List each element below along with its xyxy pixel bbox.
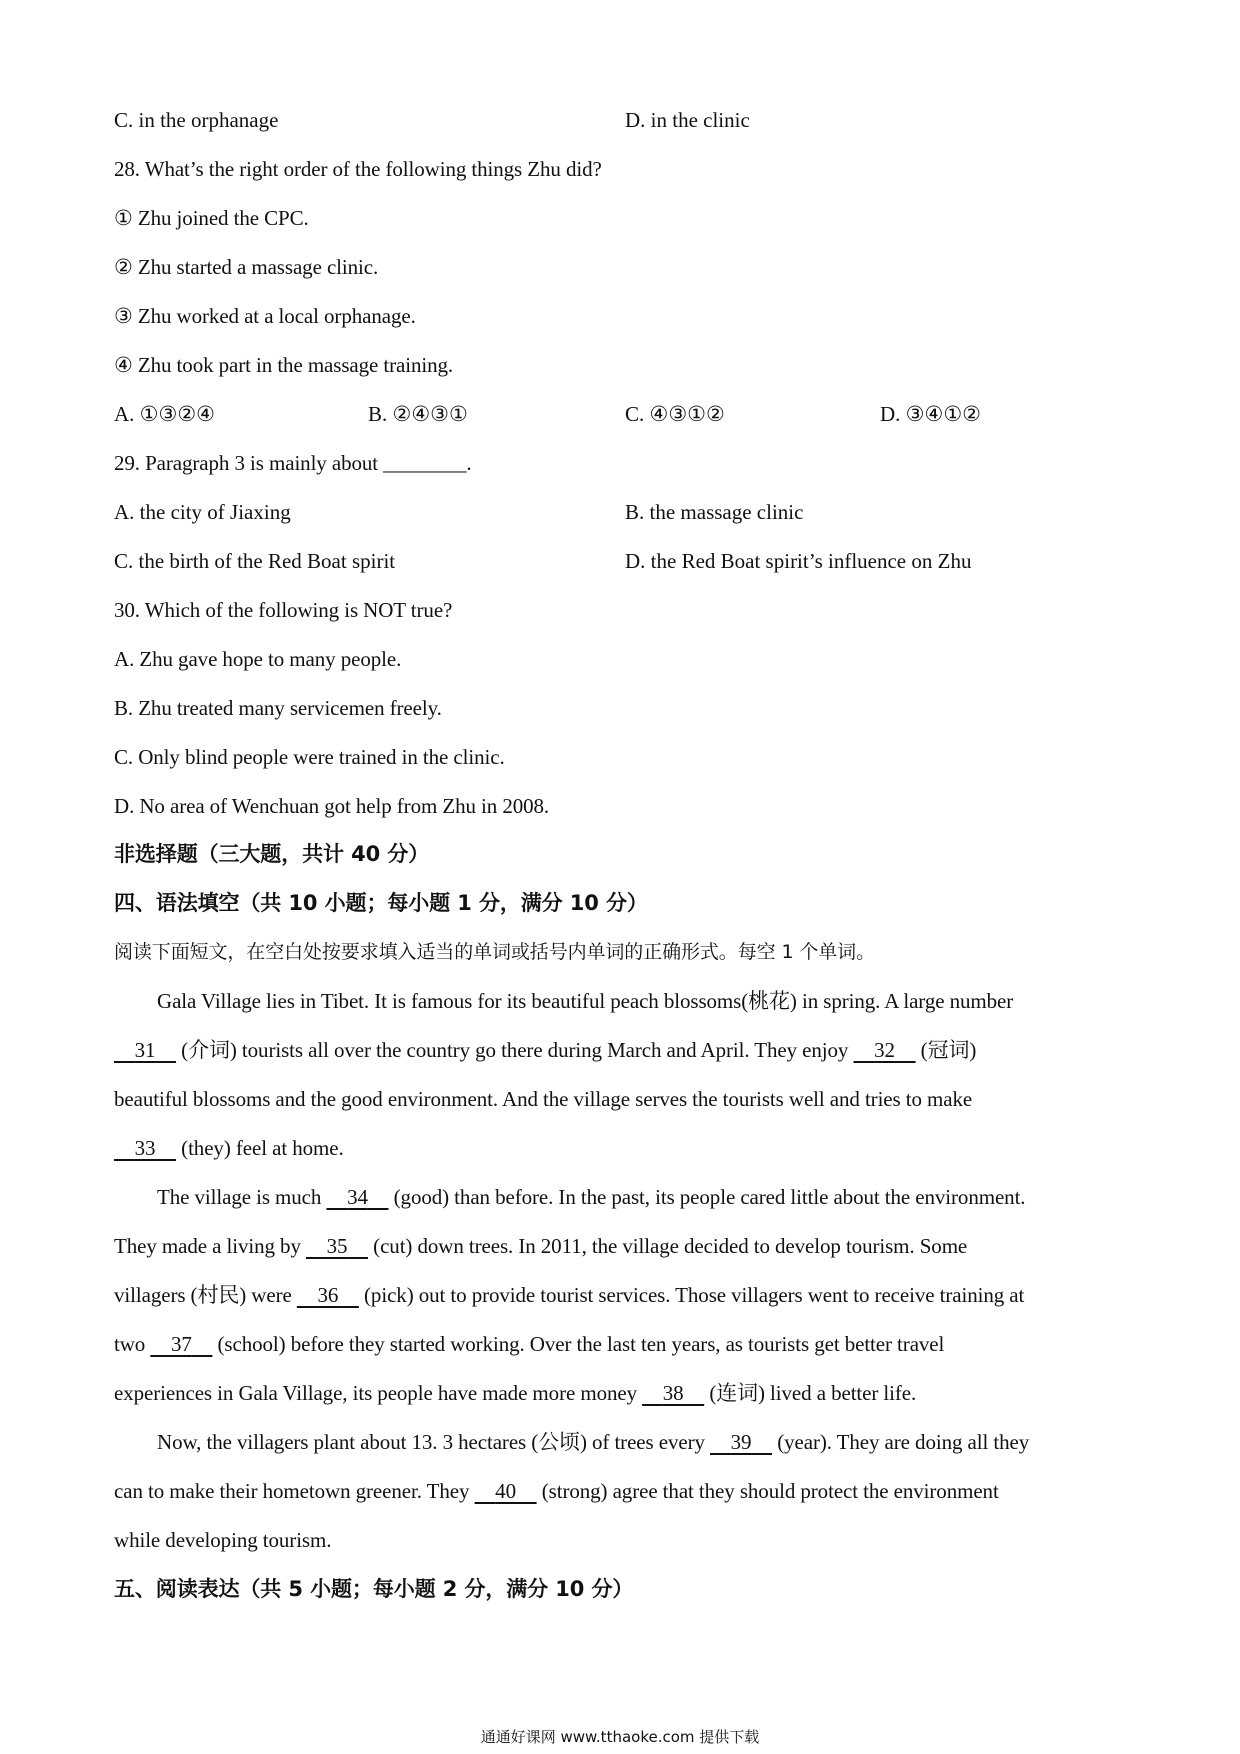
blank-32[interactable]: 32 — [874, 1038, 895, 1062]
passage-text: can to make their hometown greener. They — [114, 1479, 475, 1503]
passage-p1-line4 — [114, 1134, 344, 1162]
q30-stem: 30. Which of the following is NOT true? — [114, 598, 453, 622]
q29-stem: 29. Paragraph 3 is mainly about ________. — [114, 451, 472, 475]
q30-option-d: D. No area of Wenchuan got help from Zhu in 2008. — [114, 794, 550, 818]
q29-option-a: A. the city of Jiaxing — [114, 500, 291, 524]
blank-37[interactable]: 37 — [170, 1332, 192, 1356]
passage-text: (strong) agree that they should protect the environment — [536, 1479, 999, 1503]
q28-item-4: ④ Zhu took part in the massage training. — [114, 353, 454, 377]
passage-p3-line1 — [157, 1428, 1029, 1456]
page-footer: 通通好课网 www.tthaoke.com 提供下载 — [480, 1728, 760, 1746]
q28-item-1: ① Zhu joined the CPC. — [114, 206, 309, 230]
q27-option-d: D. in the clinic — [625, 108, 750, 132]
q29-option-b: B. the massage clinic — [625, 500, 804, 524]
section4-instruction: 阅读下面短文，在空白处按要求填入适当的单词或括号内单词的正确形式。每空 1 个单词。 — [114, 941, 875, 963]
q28-item-2: ② Zhu started a massage clinic. — [114, 255, 379, 279]
section5-heading: 五、阅读表达（共 5 小题；每小题 2 分，满分 10 分） — [114, 1577, 634, 1601]
q28-option-b: B. ②④③① — [368, 402, 468, 426]
passage-text: The village is much — [157, 1185, 327, 1209]
passage-text: two — [114, 1332, 151, 1356]
passage-p1-line1: Gala Village lies in Tibet. It is famous for its beautiful peach blossoms(桃花) in spring. A large number — [157, 989, 1014, 1013]
passage-text: Now, the villagers plant about 13. 3 hectares (公顷) of trees every — [157, 1430, 711, 1454]
passage-p2-line4 — [114, 1330, 944, 1358]
q28-item-3: ③ Zhu worked at a local orphanage. — [114, 304, 416, 328]
blank-38[interactable]: 38 — [662, 1381, 684, 1405]
passage-text: (介词) tourists all over the country go there during March and April. They enjoy — [176, 1038, 854, 1062]
passage-p2-line1 — [157, 1183, 1025, 1211]
blank-33[interactable]: 33 — [134, 1136, 156, 1160]
passage-p2-line2 — [114, 1232, 967, 1260]
passage-p1-line3: beautiful blossoms and the good environment. And the village serves the tourists well and tries to make — [114, 1087, 973, 1111]
passage-p3-line3: while developing tourism. — [114, 1528, 332, 1552]
passage-text: (good) than before. In the past, its people cared little about the environment. — [388, 1185, 1026, 1209]
section4-heading: 四、语法填空（共 10 小题；每小题 1 分，满分 10 分） — [114, 891, 648, 915]
blank-35[interactable]: 35 — [326, 1234, 348, 1258]
blank-39[interactable]: 39 — [730, 1430, 752, 1454]
q28-option-c: C. ④③①② — [625, 402, 725, 426]
passage-text: villagers (村民) were — [114, 1283, 297, 1307]
passage-text: (school) before they started working. Over the last ten years, as tourists get better travel — [212, 1332, 945, 1356]
passage-p2-line5 — [114, 1379, 916, 1407]
passage-text: (连词) lived a better life. — [704, 1381, 917, 1405]
q30-option-c: C. Only blind people were trained in the clinic. — [114, 745, 505, 769]
blank-31[interactable]: 31 — [134, 1038, 156, 1062]
section-nonchoice-heading: 非选择题（三大题，共计 40 分） — [114, 842, 430, 866]
passage-text: experiences in Gala Village, its people have made more money — [114, 1381, 643, 1405]
q28-option-d: D. ③④①② — [880, 402, 981, 426]
passage-text: (year). They are doing all they — [772, 1430, 1030, 1454]
q29-option-d: D. the Red Boat spirit’s influence on Zhu — [625, 549, 972, 573]
q30-option-b: B. Zhu treated many servicemen freely. — [114, 696, 442, 720]
passage-text: (冠词) — [915, 1038, 977, 1062]
blank-34[interactable]: 34 — [347, 1185, 368, 1209]
blank-36[interactable]: 36 — [317, 1283, 339, 1307]
blank-40[interactable]: 40 — [495, 1479, 516, 1503]
q28-stem: 28. What’s the right order of the following things Zhu did? — [114, 157, 602, 181]
passage-p3-line2 — [114, 1477, 999, 1505]
passage-text: (they) feel at home. — [176, 1136, 344, 1160]
q30-option-a: A. Zhu gave hope to many people. — [114, 647, 402, 671]
q28-option-a: A. ①③②④ — [114, 402, 215, 426]
passage-text: (pick) out to provide tourist services. Those villagers went to receive training at — [358, 1283, 1025, 1307]
passage-text: They made a living by — [114, 1234, 306, 1258]
passage-p2-line3 — [114, 1281, 1024, 1309]
passage-text: (cut) down trees. In 2011, the village decided to develop tourism. Some — [368, 1234, 968, 1258]
q27-option-c: C. in the orphanage — [114, 108, 279, 132]
q29-option-c: C. the birth of the Red Boat spirit — [114, 549, 396, 573]
passage-p1-line2 — [114, 1036, 976, 1064]
